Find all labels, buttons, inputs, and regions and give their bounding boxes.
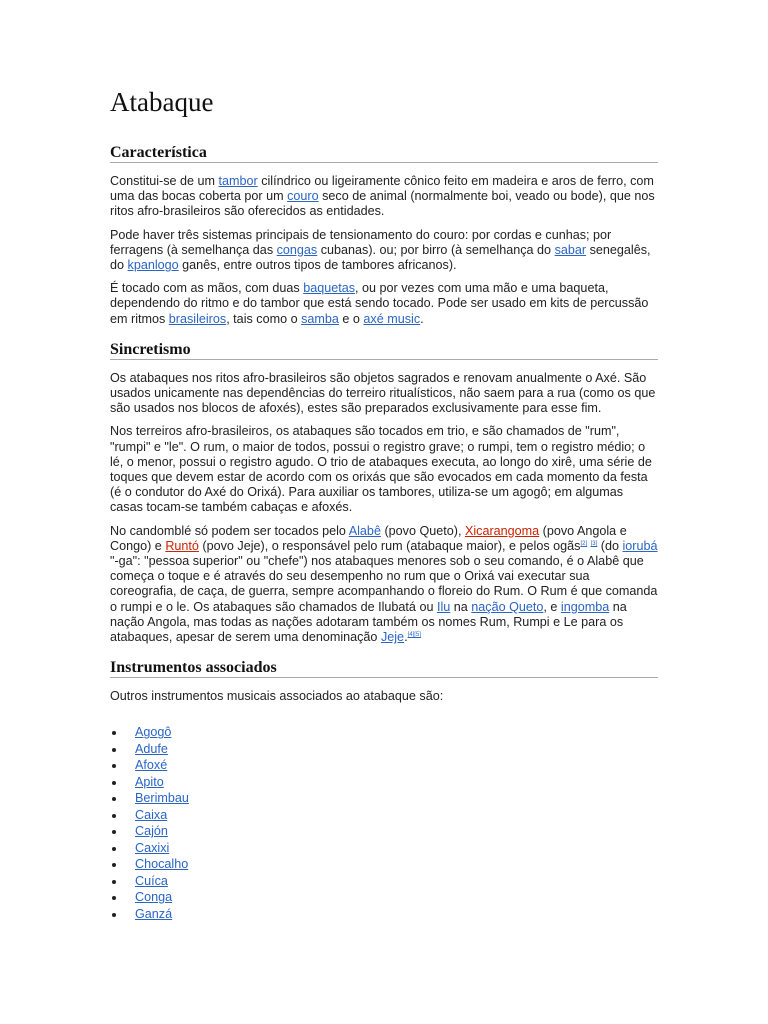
text: "-ga": "pessoa superior" ou "chefe") nos atabaques menores sob o seu comando, é o Alabê que começa o toque e é através do seu desempenho no rum que o Orixá vai executar sua coreografia, de caça, de guerra, sempre acompanhando o floreio do Rum. O Rum é que comanda o rumpi e o le. Os atabaques são chamados de Ilubatá ou <box>110 554 658 614</box>
paragraph: Nos terreiros afro-brasileiros, os atabaques são tocados em trio, e são chamados de "rum", "rumpi" e "le". O rum, o maior de todos, possui o registro grave; o rumpi, tem o registro médio; o lé, o menor, possui o registro agudo. O trio de atabaques executa, ao longo do xirê, uma série de toques que devem estar de acordo com os orixás que são evocados em cada momento da festa (é o condutor do Axé do Orixá). Para auxiliar os tambores, utiliza-se um agogô; em algumas casas tocam-se também cabaças e afoxés. <box>110 424 652 515</box>
ref-link-3[interactable]: [3] <box>590 540 598 547</box>
instrument-list <box>110 724 658 922</box>
list-item <box>110 724 658 741</box>
link-runto[interactable]: Runtó <box>165 538 199 553</box>
text: ganês, entre outros tipos de tambores africanos). <box>178 258 457 273</box>
paragraph <box>110 524 658 646</box>
text: , ou por vezes com uma mão e uma baqueta, dependendo do ritmo e do tambor que está sendo tocado. Pode ser usado em kits de percussão em ritmos <box>110 281 649 326</box>
text: na nação Angola, mas todas as nações adotaram também os nomes Rum, Rumpi e Le para os atabaques, apesar de serem uma denominação <box>110 599 627 645</box>
text: É tocado com as mãos, com duas <box>110 281 304 296</box>
text: , tais como o <box>226 311 302 326</box>
bullet-icon <box>112 731 116 735</box>
link-tambor[interactable]: tambor <box>218 174 258 188</box>
list-item <box>110 873 658 890</box>
link-couro[interactable]: couro <box>287 189 319 204</box>
link-instrument[interactable]: Conga <box>135 890 173 905</box>
text: e o <box>338 311 364 326</box>
paragraph <box>110 281 658 327</box>
link-samba[interactable]: samba <box>301 311 339 326</box>
text: (povo Angola e Congo) e <box>110 523 627 553</box>
list-item <box>110 790 658 807</box>
link-sabar[interactable]: sabar <box>554 242 587 257</box>
link-instrument[interactable]: Caixa <box>135 807 168 822</box>
link-ioruba[interactable]: iorubá <box>622 538 658 553</box>
link-brasileiros[interactable]: brasileiros <box>168 311 227 326</box>
bullet-icon <box>112 797 116 801</box>
bullet-icon <box>112 764 116 768</box>
link-ingomba[interactable]: ingomba <box>560 599 610 614</box>
text: (do <box>597 538 623 553</box>
text: na <box>450 599 472 614</box>
link-instrument[interactable]: Cajón <box>135 824 168 839</box>
link-baquetas[interactable]: baquetas <box>303 281 356 296</box>
link-kpanlogo[interactable]: kpanlogo <box>127 258 179 273</box>
bullet-icon <box>112 913 116 917</box>
text: , e <box>543 599 561 614</box>
link-instrument[interactable]: Berimbau <box>135 791 189 806</box>
text: (povo Queto), <box>380 523 465 538</box>
link-instrument[interactable]: Agogô <box>135 725 172 740</box>
link-nacao-queto[interactable]: nação Queto <box>471 599 544 614</box>
link-alabe[interactable]: Alabê <box>348 523 381 538</box>
section-caracteristica <box>110 144 658 327</box>
list-item <box>110 741 658 758</box>
bullet-icon <box>112 814 116 818</box>
article <box>110 86 658 936</box>
bullet-icon <box>112 847 116 851</box>
text: (povo Jeje), o responsável pelo rum (atabaque maior), e pelos ogãs <box>198 538 581 553</box>
link-instrument[interactable]: Cuíca <box>135 873 168 888</box>
list-item <box>110 774 658 791</box>
list-item <box>110 807 658 824</box>
paragraph: Os atabaques nos ritos afro-brasileiros são objetos sagrados e renovam anualmente o Axé. São usados unicamente nas dependências do terreiro ritualísticos, não saem para a rua (como os que são usados nos blocos de afoxés), estes são preparados exclusivamente para esse fim. <box>110 370 656 416</box>
section-sincretismo <box>110 341 658 645</box>
text: Constitui-se de um <box>110 174 219 188</box>
list-item <box>110 840 658 857</box>
text: . <box>420 311 424 326</box>
bullet-icon <box>112 880 116 884</box>
link-ilu[interactable]: Ilu <box>436 599 451 614</box>
link-instrument[interactable]: Caxixi <box>135 840 170 855</box>
link-instrument[interactable]: Afoxé <box>135 758 168 773</box>
heading-caracteristica: Característica <box>110 144 658 163</box>
paragraph <box>110 228 658 274</box>
heading-instrumentos: Instrumentos associados <box>110 659 658 678</box>
link-instrument[interactable]: Apito <box>135 774 164 789</box>
list-item <box>110 906 658 923</box>
reference-4-5 <box>408 632 421 638</box>
ref-link-4-5[interactable]: [4][5] <box>407 632 421 639</box>
link-instrument[interactable]: Ganzá <box>135 906 173 921</box>
bullet-icon <box>112 863 116 867</box>
text: seco de animal (normalmente boi, veado ou bode), que nos ritos afro-brasileiros são oferecidos as entidades. <box>110 189 655 219</box>
link-xicarangoma[interactable]: Xicarangoma <box>464 523 540 538</box>
bullet-icon <box>112 748 116 752</box>
text: senegalês, do <box>110 242 651 273</box>
bullet-icon <box>112 830 116 834</box>
link-instrument[interactable]: Adufe <box>135 741 168 756</box>
link-jeje[interactable]: Jeje <box>380 630 405 645</box>
text: cilíndrico ou ligeiramente cônico feito em madeira e aros de ferro, com uma das bocas coberta por um <box>110 174 654 204</box>
text: No candomblé só podem ser tocados pelo <box>110 523 349 538</box>
section-instrumentos <box>110 659 658 922</box>
list-item <box>110 757 658 774</box>
link-instrument[interactable]: Chocalho <box>135 857 189 872</box>
link-axe-music[interactable]: axé music <box>363 311 421 326</box>
ref-link-2[interactable]: [2] <box>580 540 588 547</box>
paragraph <box>110 174 658 220</box>
list-item <box>110 889 658 906</box>
bullet-icon <box>112 896 116 900</box>
paragraph: Outros instrumentos musicais associados ao atabaque são: <box>110 689 444 704</box>
heading-sincretismo: Sincretismo <box>110 341 658 360</box>
list-item <box>110 823 658 840</box>
text: cubanas). ou; por birro (à semelhança do <box>317 242 555 257</box>
text: . <box>404 630 408 645</box>
link-congas[interactable]: congas <box>276 242 318 257</box>
bullet-icon <box>112 781 116 785</box>
page-title: Atabaque <box>110 87 214 117</box>
list-item <box>110 856 658 873</box>
text: Pode haver três sistemas principais de tensionamento do couro: por cordas e cunhas; por ferragens (à semelhança das <box>110 227 612 257</box>
